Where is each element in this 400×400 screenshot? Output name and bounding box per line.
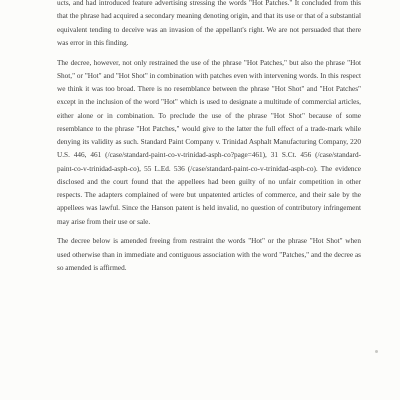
paper-speck bbox=[375, 350, 378, 353]
paragraph-finding: ucts, and had introduced feature advertising stressing the words "Hot Patches." It concluded from this that the phrase had acquired a secondary meaning denoting origin, and that its use or that of a substantial equivalent tending to deceive was an invasion of the appellant's right. We are not persuaded that there was error in this finding. bbox=[57, 0, 361, 47]
paragraph-decree-too-broad: The decree, however, not only restrained the use of the phrase "Hot Patches," but also the phrase "Hot Shot," or "Hot" and "Hot Shot" in combination with patches even with intervening words. In this respect we think it was too broad. There is no resemblance between the phrase "Hot Shot" and "Hot Patches" except in the inclusion of the word "Hot" which is used to designate a multitude of commercial articles, either alone or in combination. To preclude the use of the phrase "Hot Shot" because of some resemblance to the phrase "Hot Patches," would give to the latter the full effect of a trade-mark while denying its validity as such. Standard Paint Company v. Trinidad Asphalt Manufacturing Company, 220 U.S. 446, 461 (/case/standard-paint-co-v-trinidad-asph-co?page=461), 31 S.Ct. 456 (/case/standard-paint-co-v-trinidad-asph-co), 55 L.Ed. 536 (/case/standard-paint-co-v-trinidad-asph-co). The evidence disclosed and the court found that the appellees had been guilty of no unfair competition in other respects. The adapters complained of were but unpatented articles of commerce, and their sale by the appellees was lawful. Since the Hanson patent is held invalid, no question of contributory infringement may arise from their use or sale. bbox=[57, 58, 361, 226]
paragraph-decree-amended: The decree below is amended freeing from restraint the words "Hot" or the phrase "Hot Shot" when used otherwise than in immediate and contiguous association with the word "Patches," and the decree as so amended is affirmed. bbox=[57, 237, 361, 272]
opinion-text bbox=[57, 0, 361, 275]
